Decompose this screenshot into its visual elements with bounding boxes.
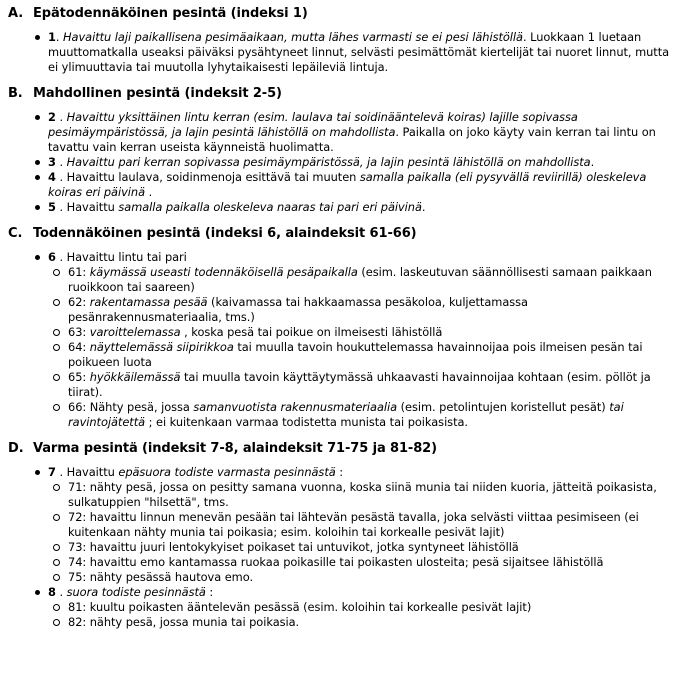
list-item: 1. Havaittu laji paikallisena pesimäaikaan, mutta lähes varmasti se ei pesi lähistöllä. Luokkaan 1 luetaan muuttomatkalla useaksi päiväksi pysähtyneet linnut, selvästi pesimättömät kiertelijät tai nuoret linnut, mutta ei ylimuuttavia tai muutolla lyhytaikaisesti lepäileviä lintuja. <box>8 30 672 75</box>
sub-italic: samanvuotista rakennusmateriaalia <box>193 400 398 414</box>
item-italic: Havaittu yksittäinen lintu kerran (esim. laulava tai soidinääntelevä koiras) lajille sopivassa pesimäympäristössä, ja lajin pesintä lähistöllä on mahdollista <box>48 110 578 139</box>
item-text: . Paikalla on joko käyty vain kerran tai lintu on tavattu vain kerran useista käynneistä huolimatta. <box>48 125 656 154</box>
sub-item: 71: nähty pesä, jossa on pesitty samana vuonna, koska siinä munia tai niiden kuoria, jätteitä poikasista, sulkatuppien "hilsettä", tms. <box>48 480 672 510</box>
item-number: 3 <box>48 155 56 169</box>
section-title: Varma pesintä (indeksit 7-8, alaindeksit 71-75 ja 81-82) <box>33 441 437 456</box>
item-number: 8 <box>48 585 56 599</box>
item-number: 1 <box>48 30 56 44</box>
sub-item: 82: nähty pesä, jossa munia tai poikasia. <box>48 615 672 630</box>
item-text: . <box>55 585 67 599</box>
sub-code: 63: <box>68 325 90 339</box>
item-list <box>8 110 672 215</box>
section-letter: D. <box>8 441 24 456</box>
item-sep: . <box>55 200 67 214</box>
item-number: 6 <box>48 250 56 264</box>
sub-italic: hyökkäilemässä <box>89 370 181 384</box>
list-item <box>8 585 672 630</box>
sub-item <box>48 400 672 430</box>
section-b-heading <box>8 86 672 102</box>
item-number: 2 <box>48 110 56 124</box>
item-text: . Havaittu <box>55 465 119 479</box>
list-item <box>8 200 672 215</box>
section-b <box>8 86 672 215</box>
sub-item <box>48 295 672 325</box>
item-sep: . <box>55 110 67 124</box>
list-item <box>8 465 672 585</box>
sub-text: Nähty pesä, jossa <box>89 400 194 414</box>
section-title: Mahdollinen pesintä (indeksit 2-5) <box>33 86 282 101</box>
item-italic: samalla paikalla (eli pysyvällä reviirillä) oleskeleva koiras eri päivinä <box>48 170 647 199</box>
item-text: . <box>590 155 595 169</box>
sub-italic: varoittelemassa <box>89 325 181 339</box>
sub-text: ; ei kuitenkaan varmaa todistetta munista tai poikasista. <box>145 415 468 429</box>
sub-text: , koska pesä tai poikue on ilmeisesti lähistöllä <box>180 325 443 339</box>
sub-item <box>48 265 672 295</box>
sub-item: 73: havaittu juuri lentokykyiset poikaset tai untuvikot, jotka syntyneet lähistöllä <box>48 540 672 555</box>
section-c <box>8 226 672 430</box>
sub-item: 81: kuultu poikasten ääntelevän pesässä (esim. koloihin tai korkealle pesivät lajit) <box>48 600 672 615</box>
item-sep: . <box>55 155 67 169</box>
sub-text: tai muulla tavoin käyttäytymässä uhkaavasti havainnoijaa kohtaan (esim. pöllöt ja tiirat). <box>68 370 651 399</box>
sub-italic: käymässä useasti todennäköisellä pesäpaikalla <box>89 265 358 279</box>
item-number: 5 <box>48 200 56 214</box>
list-item <box>8 110 672 155</box>
section-title: Epätodennäköinen pesintä (indeksi 1) <box>33 6 308 21</box>
sub-item <box>48 370 672 400</box>
sub-item <box>48 325 672 340</box>
item-list <box>8 250 672 430</box>
item-text: Havaittu <box>66 200 119 214</box>
section-letter: B. <box>8 86 23 101</box>
sub-item <box>48 340 672 370</box>
sub-italic: tai ravintojätettä <box>68 400 624 429</box>
sub-item: 74: havaittu emo kantamassa ruokaa poikasille tai poikasten ulosteita; pesä sijaitsee lähistöllä <box>48 555 672 570</box>
sub-italic: rakentamassa pesää <box>89 295 208 309</box>
sub-text: (kaivamassa tai hakkaamassa pesäkoloa, kuljettamassa pesänrakennusmateriaalia, tms.) <box>68 295 528 324</box>
section-a-heading <box>8 6 672 22</box>
list-item <box>8 155 672 170</box>
item-text: . <box>145 185 153 199</box>
item-number: 4 <box>48 170 56 184</box>
item-list <box>8 465 672 630</box>
section-letter: C. <box>8 226 23 241</box>
item-italic: Havaittu pari kerran sopivassa pesimäympäristössä, ja lajin pesintä lähistöllä on mahdollista <box>66 155 591 169</box>
item-sep: . <box>55 170 67 184</box>
item-text: : <box>205 585 214 599</box>
sub-code: 66: <box>68 400 90 414</box>
sub-list <box>48 480 672 585</box>
section-d <box>8 441 672 630</box>
sub-italic: näyttelemässä siipirikkoa <box>89 340 234 354</box>
sub-text: (esim. petolintujen koristellut pesät) <box>397 400 610 414</box>
item-list <box>8 30 672 75</box>
sub-code: 65: <box>68 370 90 384</box>
item-italic: suora todiste pesinnästä <box>66 585 206 599</box>
sub-list <box>48 265 672 430</box>
item-text: . Havaittu lintu tai pari <box>55 250 187 264</box>
list-item <box>8 250 672 430</box>
item-text: . Luokkaan 1 luetaan muuttomatkalla useaksi päiväksi pysähtyneet linnut, selvästi pesimättömät kiertelijät tai nuoret linnut, mutta ei ylimuuttavia tai muutolla lyhytaikaisesti lepäileviä lintuja. <box>48 30 670 74</box>
section-title: Todennäköinen pesintä (indeksi 6, alaindeksit 61-66) <box>33 226 417 241</box>
section-letter: A. <box>8 6 24 21</box>
item-text: Havaittu laulava, soidinmenoja esittävä tai muuten <box>66 170 360 184</box>
sub-text: tai muulla tavoin houkuttelemassa havainnoijaa pois ilmeisen pesän tai poikueen luota <box>68 340 643 369</box>
section-d-heading <box>8 441 672 457</box>
item-italic: samalla paikalla oleskeleva naaras tai pari eri päivinä <box>118 200 422 214</box>
sub-item: 75: nähty pesässä hautova emo. <box>48 570 672 585</box>
sub-list <box>48 600 672 630</box>
sub-code: 61: <box>68 265 90 279</box>
item-text: : <box>335 465 344 479</box>
sub-text: (esim. laskeutuvan säännöllisesti samaan paikkaan ruoikkoon tai saareen) <box>68 265 652 294</box>
sub-item: 72: havaittu linnun menevän pesään tai lähtevän pesästä tavalla, joka selvästi viittaa pesimiseen (ei kuitenkaan nähty munia tai poikasia; esim. koloihin tai korkealle pesivät lajit) <box>48 510 672 540</box>
sub-code: 62: <box>68 295 90 309</box>
section-c-heading <box>8 226 672 242</box>
sub-code: 64: <box>68 340 90 354</box>
item-text: . <box>421 200 426 214</box>
list-item <box>8 170 672 200</box>
item-italic: epäsuora todiste varmasta pesinnästä <box>118 465 336 479</box>
section-a <box>8 6 672 75</box>
item-italic: Havaittu laji paikallisena pesimäaikaan, mutta lähes varmasti se ei pesi lähistöllä <box>63 30 523 44</box>
item-number: 7 <box>48 465 56 479</box>
